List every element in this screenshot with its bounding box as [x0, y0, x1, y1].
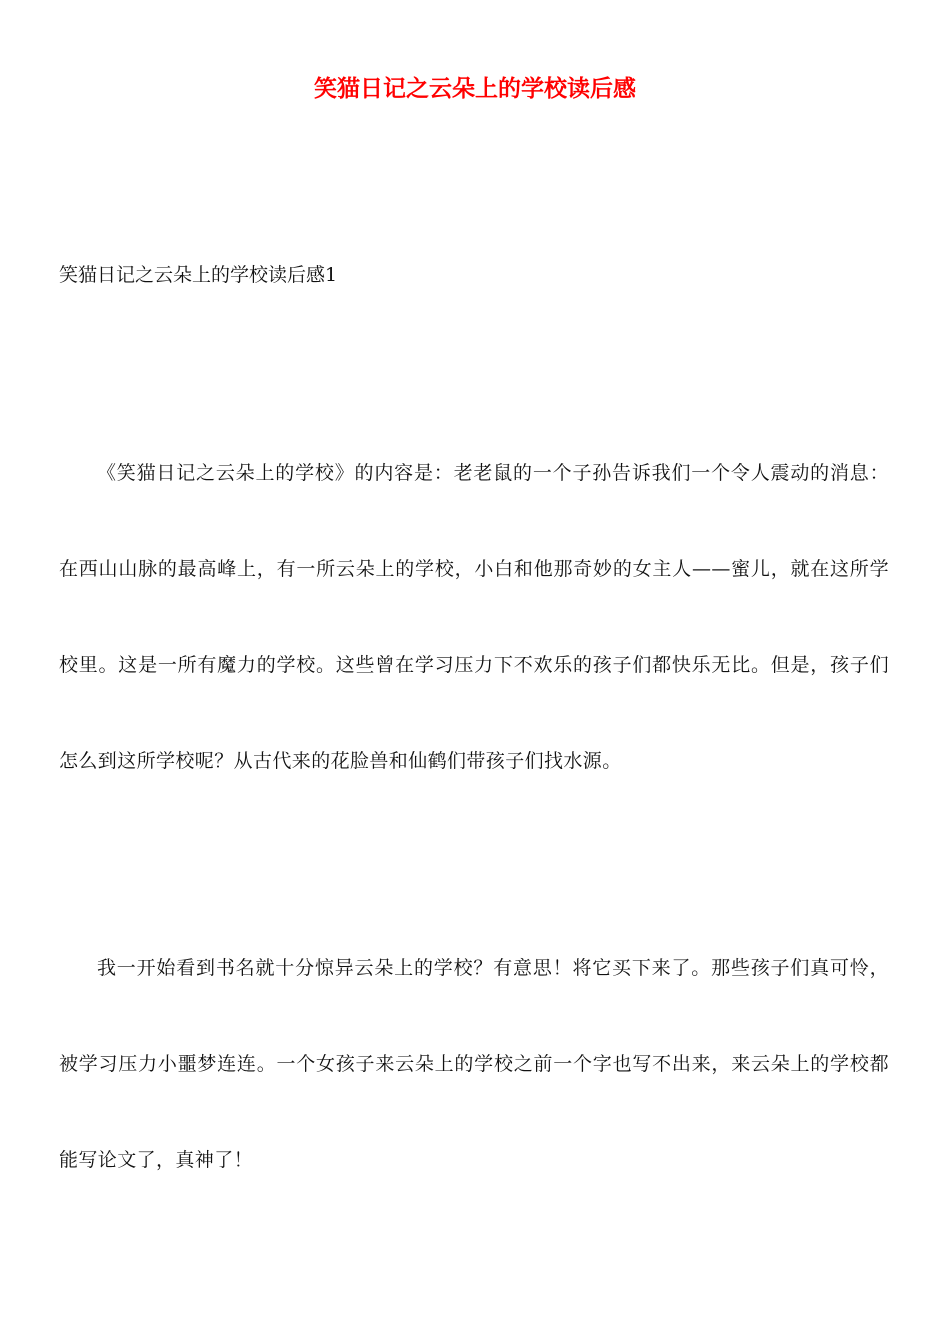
section-heading: 笑猫日记之云朵上的学校读后感1: [59, 264, 338, 286]
body-paragraph-1: 《笑猫日记之云朵上的学校》的内容是：老老鼠的一个子孙告诉我们一个令人震动的消息：在西山山脉的最高峰上，有一所云朵上的学校，小白和他那奇妙的女主人——蜜儿，就在这所学校里。这是一所有魔力的学校。这些曾在学习压力下不欢乐的孩子们都快乐无比。但是，孩子们怎么到这所学校呢？从古代来的花脸兽和仙鹤们带孩子们找水源。: [59, 462, 889, 772]
document-title: 笑猫日记之云朵上的学校读后感: [314, 76, 636, 102]
body-paragraph-2: 我一开始看到书名就十分惊异云朵上的学校？有意思！将它买下来了。那些孩子们真可怜，被学习压力小噩梦连连。一个女孩子来云朵上的学校之前一个字也写不出来，来云朵上的学校都能写论文了，真神了！: [59, 957, 889, 1171]
